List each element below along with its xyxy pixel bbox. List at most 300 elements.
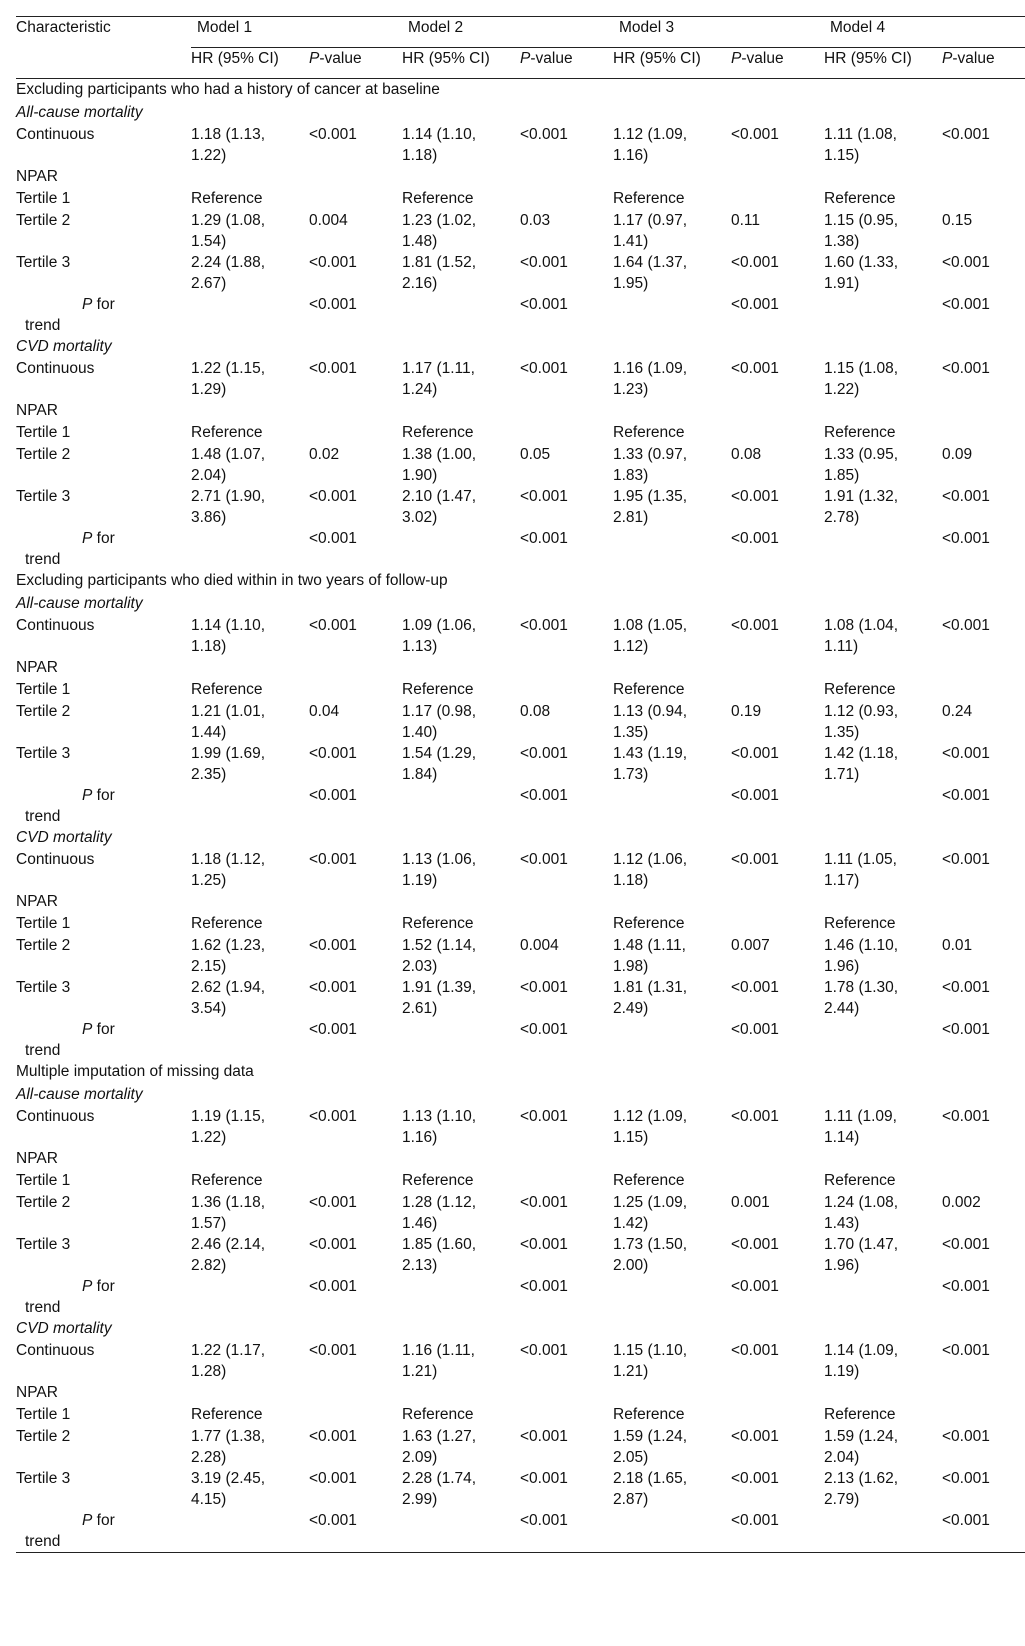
reference-value: Reference [402, 915, 474, 932]
npar-row [16, 657, 1025, 679]
for-text: for [92, 296, 115, 313]
p-trend-value: <0.001 [942, 787, 990, 804]
p-value [731, 1404, 824, 1426]
hr-ci-upper: 2.78) [824, 509, 860, 526]
p-trend-value: <0.001 [942, 530, 990, 547]
hr-estimate: 2.13 (1.62, [824, 1470, 899, 1487]
hr-ci-value [191, 1276, 309, 1318]
hr-estimate: 1.21 (1.01, [191, 703, 266, 720]
for-text: for [92, 1512, 115, 1529]
hr-ci-upper: 1.15) [824, 147, 860, 164]
for-text: for [92, 1278, 115, 1295]
tertile-2-row [16, 210, 1025, 252]
hr-ci-value [191, 444, 309, 486]
section-title-row [16, 1061, 1025, 1084]
outcome-name: CVD mortality [16, 1320, 112, 1337]
hr-ci-value [613, 1340, 731, 1382]
p-value: <0.001 [731, 1236, 779, 1253]
hr-ci-upper: 1.35) [613, 724, 649, 741]
p-value: <0.001 [520, 979, 568, 996]
hr-ci-upper: 1.41) [613, 233, 649, 250]
hr-ci-upper: 1.38) [824, 233, 860, 250]
hr-ci-upper: 2.35) [191, 766, 227, 783]
p-value: <0.001 [942, 488, 990, 505]
p-value [942, 1170, 1025, 1192]
outcome-row [16, 1318, 1025, 1340]
row-label: Tertile 3 [16, 488, 71, 505]
p-value: <0.001 [942, 1236, 990, 1253]
p-value: <0.001 [731, 360, 779, 377]
hr-estimate: 1.42 (1.18, [824, 745, 899, 762]
hr-ci-upper: 1.25) [191, 872, 227, 889]
hr-ci-value [824, 1106, 942, 1148]
hr-ci-upper: 2.04) [824, 1449, 860, 1466]
p-value: <0.001 [942, 254, 990, 271]
npar-row [16, 166, 1025, 188]
p-value: <0.001 [942, 1108, 990, 1125]
reference-value: Reference [191, 1406, 263, 1423]
p-trend-value: <0.001 [309, 787, 357, 804]
row-label: Tertile 2 [16, 1428, 71, 1445]
p-value [731, 188, 824, 210]
p-value: <0.001 [309, 1428, 357, 1445]
continuous-row [16, 615, 1025, 657]
p-value: 0.03 [520, 212, 551, 229]
hr-estimate: 1.81 (1.31, [613, 979, 688, 996]
hr-estimate: 2.24 (1.88, [191, 254, 266, 271]
tertile-1-row [16, 1404, 1025, 1426]
hr-ci-upper: 1.19) [824, 1363, 860, 1380]
p-value: <0.001 [731, 979, 779, 996]
p-for-trend-row [16, 1276, 1025, 1318]
hr-estimate: 1.11 (1.05, [824, 851, 897, 868]
npar-label: NPAR [16, 1384, 58, 1401]
hr-ci-value [402, 1019, 520, 1061]
p-italic: P [82, 530, 93, 547]
hr-estimate: 1.14 (1.09, [824, 1342, 899, 1359]
hr-ci-value [824, 701, 942, 743]
hr-ci-upper: 2.99) [402, 1491, 438, 1508]
p-value: <0.001 [942, 851, 990, 868]
table-body [16, 79, 1025, 1553]
hr-ci-value [613, 615, 731, 657]
outcome-row [16, 1084, 1025, 1106]
tertile-1-row [16, 913, 1025, 935]
hr-ci-upper: 1.12) [613, 638, 649, 655]
p-for-text [82, 785, 115, 806]
hr-ci-value [613, 252, 731, 294]
hr-estimate: 1.52 (1.14, [402, 937, 477, 954]
hr-ci-upper: 2.04) [191, 467, 227, 484]
hr-ci-upper: 1.19) [402, 872, 438, 889]
hr-estimate: 1.63 (1.27, [402, 1428, 477, 1445]
hr-estimate: 1.08 (1.05, [613, 617, 688, 634]
hr-ci-upper: 1.18) [613, 872, 649, 889]
hr-estimate: 1.22 (1.15, [191, 360, 266, 377]
model-4-header: Model 4 [824, 17, 1025, 48]
p-value: <0.001 [309, 1108, 357, 1125]
p-value [731, 422, 824, 444]
p-value: <0.001 [309, 937, 357, 954]
p-value: <0.001 [520, 1194, 568, 1211]
hr-estimate: 1.77 (1.38, [191, 1428, 266, 1445]
tertile-3-row [16, 486, 1025, 528]
hr-ci-value [824, 977, 942, 1019]
hr-ci-value [613, 1192, 731, 1234]
hr-ci-upper: 1.95) [613, 275, 649, 292]
trend-text: trend [25, 317, 61, 334]
hr-ci-value [613, 444, 731, 486]
hr-estimate: 1.38 (1.00, [402, 446, 477, 463]
p-value: 0.02 [309, 446, 340, 463]
hr-estimate: 1.46 (1.10, [824, 937, 899, 954]
hr-ci-value [402, 124, 520, 166]
p-trend-value: <0.001 [520, 296, 568, 313]
continuous-row [16, 1106, 1025, 1148]
row-label: Continuous [16, 126, 95, 143]
hr-estimate: 1.12 (1.09, [613, 126, 688, 143]
row-label: Continuous [16, 617, 95, 634]
p-trend-value: <0.001 [309, 1278, 357, 1295]
hr-estimate: 1.14 (1.10, [191, 617, 266, 634]
hr-estimate: 2.28 (1.74, [402, 1470, 477, 1487]
hr-ci-value [824, 1276, 942, 1318]
row-label: Tertile 1 [16, 1172, 71, 1189]
hr-estimate: 1.43 (1.19, [613, 745, 688, 762]
row-label: Tertile 3 [16, 1236, 71, 1253]
hr-ci-value [402, 977, 520, 1019]
tertile-3-row [16, 977, 1025, 1019]
hr-ci-value [613, 358, 731, 400]
hr-ci-value [824, 124, 942, 166]
p-value: <0.001 [520, 1342, 568, 1359]
reference-value: Reference [402, 1172, 474, 1189]
hr-ci-value [613, 1426, 731, 1468]
hr-ci-value [402, 1276, 520, 1318]
hr-ci-upper: 1.23) [613, 381, 649, 398]
p-value: 0.004 [520, 937, 559, 954]
reference-value: Reference [824, 1406, 896, 1423]
hr-ci-value [191, 615, 309, 657]
section-title: Multiple imputation of missing data [16, 1063, 254, 1080]
hr-ci-upper: 2.81) [613, 509, 649, 526]
p-trend-value: <0.001 [731, 787, 779, 804]
hr-estimate: 1.11 (1.08, [824, 126, 897, 143]
hr-ci-upper: 2.00) [613, 1257, 649, 1274]
tertile-2-row [16, 1192, 1025, 1234]
p-value: 0.24 [942, 703, 973, 720]
p-value: 0.007 [731, 937, 770, 954]
hr-estimate: 2.71 (1.90, [191, 488, 266, 505]
hr-ci-upper: 1.83) [613, 467, 649, 484]
p-value [309, 188, 402, 210]
row-label [16, 294, 191, 336]
section-title-row [16, 79, 1025, 103]
hr-ci-upper: 1.18) [191, 638, 227, 655]
hr-ci-header: HR (95% CI) [613, 48, 731, 79]
p-value-header: P-value [731, 48, 824, 79]
trend-text: trend [25, 551, 61, 568]
reference-value: Reference [191, 424, 263, 441]
hr-ci-value [824, 1468, 942, 1510]
hr-estimate: 2.10 (1.47, [402, 488, 477, 505]
p-trend-value: <0.001 [942, 296, 990, 313]
p-value: <0.001 [309, 1470, 357, 1487]
p-for-trend-label [16, 294, 191, 336]
hr-estimate: 1.85 (1.60, [402, 1236, 477, 1253]
p-value: <0.001 [731, 851, 779, 868]
model-2-header: Model 2 [402, 17, 613, 48]
reference-value: Reference [402, 190, 474, 207]
hr-ci-upper: 2.03) [402, 958, 438, 975]
p-value: <0.001 [520, 745, 568, 762]
p-value [309, 913, 402, 935]
row-label: Continuous [16, 851, 95, 868]
p-for-text [82, 1276, 115, 1297]
hr-ci-upper: 4.15) [191, 1491, 227, 1508]
tertile-3-row [16, 743, 1025, 785]
hr-estimate: 1.13 (1.10, [402, 1108, 477, 1125]
p-value [942, 188, 1025, 210]
continuous-row [16, 124, 1025, 166]
p-value: <0.001 [942, 617, 990, 634]
hr-ci-value [191, 210, 309, 252]
trend-text: trend [25, 1042, 61, 1059]
outcome-name: CVD mortality [16, 829, 112, 846]
hr-estimate: 1.16 (1.11, [402, 1342, 475, 1359]
hr-ci-value [613, 743, 731, 785]
p-value: <0.001 [942, 745, 990, 762]
hr-ci-upper: 2.15) [191, 958, 227, 975]
hr-ci-value [824, 528, 942, 570]
hr-ci-value [613, 1019, 731, 1061]
hr-ci-header: HR (95% CI) [402, 48, 520, 79]
p-italic: P [82, 1021, 93, 1038]
model-1-header: Model 1 [191, 17, 402, 48]
p-value: 0.04 [309, 703, 340, 720]
trend-text: trend [25, 1299, 61, 1316]
p-value: <0.001 [520, 851, 568, 868]
section-title-row [16, 570, 1025, 593]
tertile-1-row [16, 188, 1025, 210]
row-label [16, 1510, 191, 1553]
row-label: Tertile 2 [16, 937, 71, 954]
row-label [16, 528, 191, 570]
hr-ci-value [824, 1019, 942, 1061]
p-value: <0.001 [309, 745, 357, 762]
hr-ci-value [191, 743, 309, 785]
reference-value: Reference [824, 915, 896, 932]
hr-ci-upper: 3.86) [191, 509, 227, 526]
p-value [309, 679, 402, 701]
hr-ci-upper: 1.54) [191, 233, 227, 250]
npar-label: NPAR [16, 402, 58, 419]
p-value: <0.001 [731, 488, 779, 505]
hr-ci-upper: 1.98) [613, 958, 649, 975]
row-label: Tertile 3 [16, 979, 71, 996]
tertile-3-row [16, 252, 1025, 294]
hr-estimate: 1.12 (1.06, [613, 851, 688, 868]
hr-ci-value [191, 252, 309, 294]
outcome-name: All-cause mortality [16, 595, 143, 612]
p-value: <0.001 [942, 126, 990, 143]
hr-estimate: 1.95 (1.35, [613, 488, 688, 505]
hr-ci-value [824, 444, 942, 486]
hr-ci-value [402, 252, 520, 294]
hr-estimate: 1.33 (0.95, [824, 446, 899, 463]
p-value: <0.001 [942, 979, 990, 996]
npar-row [16, 1382, 1025, 1404]
hr-ci-value [191, 486, 309, 528]
hr-ci-upper: 3.54) [191, 1000, 227, 1017]
continuous-row [16, 1340, 1025, 1382]
p-value: <0.001 [731, 1342, 779, 1359]
row-label [16, 1019, 191, 1061]
row-label [16, 785, 191, 827]
hr-ci-upper: 1.16) [613, 147, 649, 164]
for-text: for [92, 530, 115, 547]
for-text: for [92, 787, 115, 804]
p-value: <0.001 [520, 1470, 568, 1487]
p-italic: P [82, 1278, 93, 1295]
p-value: <0.001 [520, 1428, 568, 1445]
p-value [520, 188, 613, 210]
hr-ci-value [824, 743, 942, 785]
hr-estimate: 1.78 (1.30, [824, 979, 899, 996]
tertile-1-row [16, 1170, 1025, 1192]
continuous-row [16, 358, 1025, 400]
continuous-row [16, 849, 1025, 891]
reference-value: Reference [613, 424, 685, 441]
row-label: Tertile 1 [16, 1406, 71, 1423]
hr-ci-header: HR (95% CI) [191, 48, 309, 79]
p-value: <0.001 [731, 1470, 779, 1487]
hr-ci-upper: 1.14) [824, 1129, 860, 1146]
hr-ci-value [191, 785, 309, 827]
reference-value: Reference [824, 424, 896, 441]
npar-row [16, 400, 1025, 422]
sensitivity-analysis-table [16, 16, 1025, 1553]
p-value: <0.001 [520, 488, 568, 505]
p-value: <0.001 [731, 1108, 779, 1125]
p-trend-value: <0.001 [731, 530, 779, 547]
hr-ci-upper: 1.43) [824, 1215, 860, 1232]
row-label: Tertile 1 [16, 190, 71, 207]
hr-estimate: 1.09 (1.06, [402, 617, 477, 634]
p-value [520, 679, 613, 701]
hr-ci-value [613, 849, 731, 891]
outcome-row [16, 102, 1025, 124]
characteristic-header: Characteristic [16, 17, 191, 48]
row-label [16, 1276, 191, 1318]
row-label: Tertile 3 [16, 745, 71, 762]
hr-ci-value [191, 1468, 309, 1510]
hr-estimate: 2.46 (2.14, [191, 1236, 266, 1253]
row-label: Tertile 3 [16, 254, 71, 271]
p-value [520, 913, 613, 935]
hr-ci-upper: 1.22) [824, 381, 860, 398]
hr-ci-value [402, 444, 520, 486]
hr-estimate: 1.59 (1.24, [824, 1428, 899, 1445]
reference-value: Reference [613, 915, 685, 932]
hr-ci-value [613, 528, 731, 570]
hr-ci-value [824, 486, 942, 528]
hr-ci-upper: 1.40) [402, 724, 438, 741]
hr-estimate: 1.73 (1.50, [613, 1236, 688, 1253]
p-value: 0.01 [942, 937, 973, 954]
npar-label: NPAR [16, 893, 58, 910]
p-for-text [82, 1019, 115, 1040]
p-value [942, 1404, 1025, 1426]
row-label: Tertile 1 [16, 424, 71, 441]
p-trend-value: <0.001 [942, 1021, 990, 1038]
hr-estimate: 1.81 (1.52, [402, 254, 477, 271]
hr-ci-upper: 1.57) [191, 1215, 227, 1232]
p-italic: P [82, 1512, 93, 1529]
reference-value: Reference [613, 1406, 685, 1423]
hr-estimate: 1.25 (1.09, [613, 1194, 688, 1211]
row-label: Tertile 2 [16, 446, 71, 463]
hr-ci-upper: 2.79) [824, 1491, 860, 1508]
p-value-header: P-value [520, 48, 613, 79]
hr-estimate: 1.16 (1.09, [613, 360, 688, 377]
p-value: 0.002 [942, 1194, 981, 1211]
hr-ci-value [402, 701, 520, 743]
p-value: <0.001 [942, 1470, 990, 1487]
p-value: 0.19 [731, 703, 762, 720]
p-trend-value: <0.001 [309, 530, 357, 547]
hr-ci-upper: 1.84) [402, 766, 438, 783]
p-value-header: P-value [309, 48, 402, 79]
hr-ci-value [824, 1510, 942, 1553]
hr-ci-value [613, 294, 731, 336]
row-label: Tertile 1 [16, 681, 71, 698]
p-value: 0.09 [942, 446, 973, 463]
hr-ci-upper: 1.48) [402, 233, 438, 250]
p-for-trend-label [16, 1019, 191, 1061]
p-value: <0.001 [731, 1428, 779, 1445]
hr-ci-upper: 2.09) [402, 1449, 438, 1466]
p-for-text [82, 294, 115, 315]
p-trend-value: <0.001 [942, 1510, 1025, 1553]
reference-value: Reference [824, 681, 896, 698]
reference-value: Reference [402, 424, 474, 441]
hr-ci-upper: 1.46) [402, 1215, 438, 1232]
hr-estimate: 3.19 (2.45, [191, 1470, 266, 1487]
hr-estimate: 1.36 (1.18, [191, 1194, 266, 1211]
hr-ci-upper: 2.67) [191, 275, 227, 292]
hr-ci-upper: 1.71) [824, 766, 860, 783]
p-value: <0.001 [520, 126, 568, 143]
hr-ci-upper: 2.13) [402, 1257, 438, 1274]
p-trend-value: <0.001 [942, 1278, 990, 1295]
hr-ci-upper: 2.44) [824, 1000, 860, 1017]
p-for-text [82, 528, 115, 549]
p-value [731, 1170, 824, 1192]
p-value: <0.001 [731, 254, 779, 271]
p-value [942, 422, 1025, 444]
reference-value: Reference [402, 681, 474, 698]
hr-ci-value [191, 1426, 309, 1468]
hr-estimate: 1.12 (0.93, [824, 703, 899, 720]
hr-ci-value [824, 358, 942, 400]
hr-estimate: 1.11 (1.09, [824, 1108, 897, 1125]
p-value: <0.001 [942, 1342, 990, 1359]
hr-ci-value [402, 935, 520, 977]
hr-estimate: 2.18 (1.65, [613, 1470, 688, 1487]
hr-ci-value [402, 743, 520, 785]
hr-ci-value [191, 1340, 309, 1382]
